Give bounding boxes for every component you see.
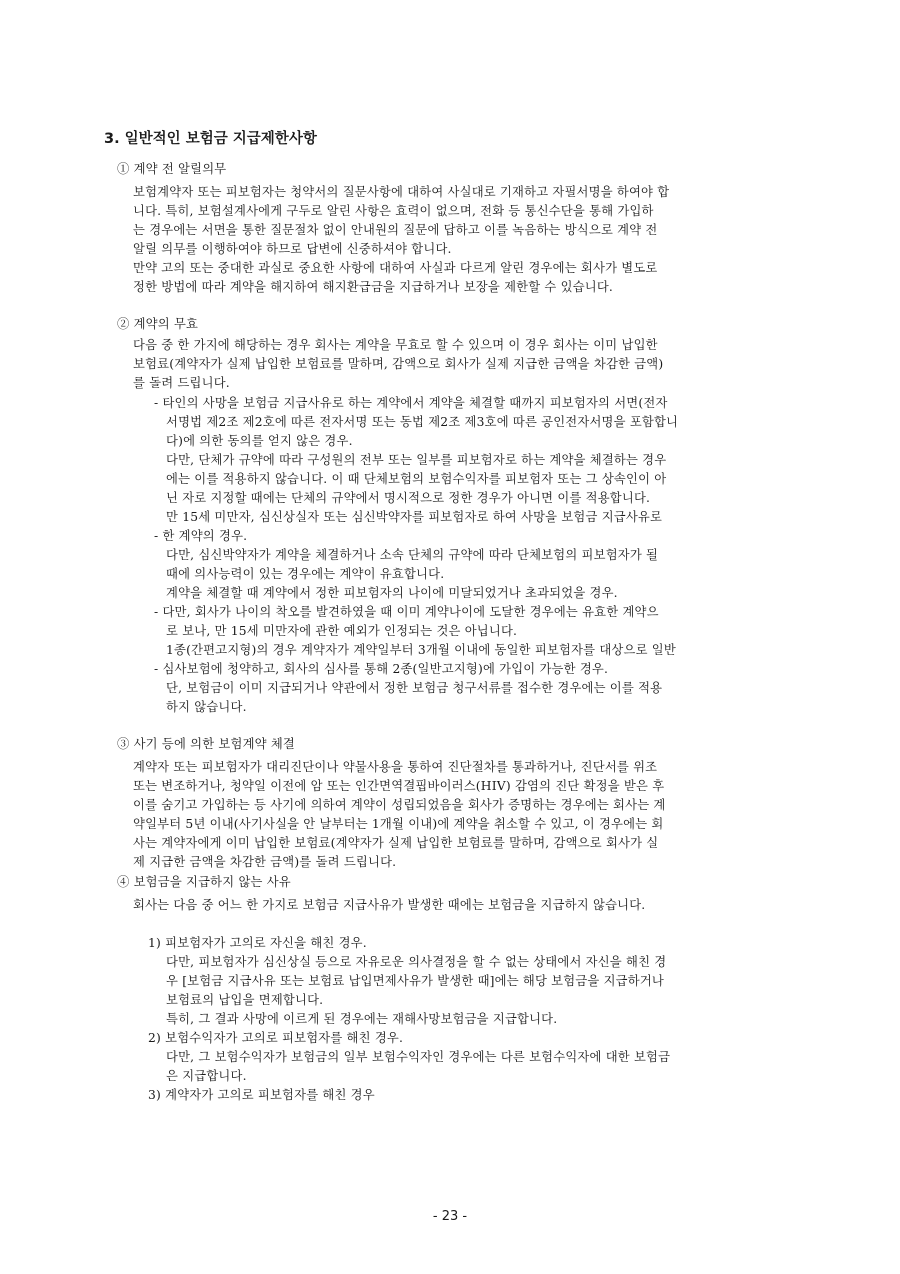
paragraph-line: 니다. 특히, 보험설계사에게 구두로 알린 사항은 효력이 없으며, 전화 등 통신수단을 통해 가입하 [133, 204, 654, 218]
page-number: - 23 - [432, 1209, 468, 1224]
subsection-title-invalidity: ② 계약의 무효 [117, 317, 199, 331]
paragraph-line: 회사는 다음 중 어느 한 가지로 보험금 지급사유가 발생한 때에는 보험금을 지급하지 않습니다. [133, 898, 646, 912]
list-item-line: 만 15세 미만자, 심신상실자 또는 심신박약자를 피보험자로 하여 사망을 보험금 지급사유로 [166, 510, 663, 524]
list-item-line: - 다만, 회사가 나이의 착오를 발견하였을 때 이미 계약나이에 도달한 경우에는 유효한 계약으 [154, 605, 659, 619]
list-item-line: 우 [보험금 지급사유 또는 보험료 납입면제사유가 발생한 때]에는 해당 보험금을 지급하거나 [166, 974, 664, 988]
list-item-line: 서명법 제2조 제2호에 따른 전자서명 또는 동법 제2조 제3호에 따른 공인전자서명을 포함합니 [166, 415, 679, 429]
list-item-line: - 심사보험에 청약하고, 회사의 심사를 통해 2종(일반고지형)에 가입이 가능한 경우. [154, 662, 609, 676]
list-item-line: 다만, 그 보험수익자가 보험금의 일부 보험수익자인 경우에는 다른 보험수익자에 대한 보험금 [166, 1050, 671, 1064]
paragraph-line: 이를 숨기고 가입하는 등 사기에 의하여 계약이 성립되었음을 회사가 증명하는 경우에는 회사는 계 [133, 798, 666, 812]
list-item-line: 2) 보험수익자가 고의로 피보험자를 해친 경우. [148, 1031, 404, 1045]
list-item-line: 특히, 그 결과 사망에 이르게 된 경우에는 재해사망보험금을 지급합니다. [166, 1012, 558, 1026]
list-item-line: 계약을 체결할 때 계약에서 정한 피보험자의 나이에 미달되었거나 초과되었을 경우. [166, 586, 618, 600]
paragraph-line: 사는 계약자에게 이미 납입한 보험료(계약자가 실제 납입한 보험료를 말하며, 감액으로 회사가 실 [133, 836, 659, 850]
list-item-line: 3) 계약자가 고의로 피보험자를 해친 경우 [148, 1088, 375, 1102]
paragraph-line: 또는 변조하거나, 청약일 이전에 암 또는 인간면역결핍바이러스(HIV) 감염의 진단 확정을 받은 후 [133, 779, 665, 793]
subsection-title-fraud: ③ 사기 등에 의한 보험계약 체결 [117, 737, 295, 751]
paragraph-line: 알릴 의무를 이행하여야 하므로 답변에 신중하셔야 합니다. [133, 242, 452, 256]
paragraph-line: 다음 중 한 가지에 해당하는 경우 회사는 계약을 무효로 할 수 있으며 이 경우 회사는 이미 납입한 [133, 338, 658, 352]
paragraph-line: 정한 방법에 따라 계약을 해지하여 해지환급금을 지급하거나 보장을 제한할 수 있습니다. [133, 280, 614, 294]
list-item-line: - 타인의 사망을 보험금 지급사유로 하는 계약에서 계약을 체결할 때까지 피보험자의 서면(전자 [154, 396, 668, 410]
paragraph-line: 보험료(계약자가 실제 납입한 보험료를 말하며, 감액으로 회사가 실제 지급한 금액을 차감한 금액) [133, 357, 664, 371]
section-heading: 3. 일반적인 보험금 지급제한사항 [104, 131, 317, 147]
paragraph-line: 계약자 또는 피보험자가 대리진단이나 약물사용을 통하여 진단절차를 통과하거나, 진단서를 위조 [133, 760, 658, 774]
list-item-line: 단, 보험금이 이미 지급되거나 약관에서 정한 보험금 청구서류를 접수한 경우에는 이를 적용 [166, 681, 663, 695]
paragraph-line: 보험계약자 또는 피보험자는 청약서의 질문사항에 대하여 사실대로 기재하고 자필서명을 하여야 합 [133, 185, 670, 199]
list-item-line: 에는 이를 적용하지 않습니다. 이 때 단체보험의 보험수익자를 피보험자 또는 그 상속인이 아 [166, 472, 667, 486]
paragraph-line: 를 돌려 드립니다. [133, 376, 230, 390]
paragraph-line: 는 경우에는 서면을 통한 질문절차 없이 안내원의 질문에 답하고 이를 녹음하는 방식으로 계약 전 [133, 223, 658, 237]
list-item-line: - 한 계약의 경우. [154, 529, 248, 543]
list-item-line: 로 보나, 만 15세 미만자에 관한 예외가 인정되는 것은 아닙니다. [166, 624, 518, 638]
list-item-line: 1종(간편고지형)의 경우 계약자가 계약일부터 3개월 이내에 동일한 피보험자를 대상으로 일반 [166, 643, 676, 657]
list-item-line: 다만, 단체가 규약에 따라 구성원의 전부 또는 일부를 피보험자로 하는 계약을 체결하는 경우 [166, 453, 667, 467]
list-item-line: 하지 않습니다. [166, 700, 247, 714]
list-item-line: 다만, 심신박약자가 계약을 체결하거나 소속 단체의 규약에 따라 단체보험의 피보험자가 될 [166, 548, 659, 562]
list-item-line: 때에 의사능력이 있는 경우에는 계약이 유효합니다. [166, 567, 445, 581]
list-item-line: 보험료의 납입을 면제합니다. [166, 993, 324, 1007]
paragraph-line: 만약 고의 또는 중대한 과실로 중요한 사항에 대하여 사실과 다르게 알린 경우에는 회사가 별도로 [133, 261, 658, 275]
list-item-line: 다만, 피보험자가 심신상실 등으로 자유로운 의사결정을 할 수 없는 상태에서 자신을 해친 경 [166, 955, 667, 969]
subsection-title-disclosure: ① 계약 전 알릴의무 [117, 162, 227, 176]
paragraph-line: 제 지급한 금액을 차감한 금액)를 돌려 드립니다. [133, 855, 397, 869]
list-item-line: 다)에 의한 동의를 얻지 않은 경우. [166, 434, 353, 448]
list-item-line: 1) 피보험자가 고의로 자신을 해친 경우. [148, 936, 367, 950]
list-item-line: 은 지급합니다. [166, 1069, 247, 1083]
subsection-title-exclusions: ④ 보험금을 지급하지 않는 사유 [117, 875, 291, 889]
paragraph-line: 약일부터 5년 이내(사기사실을 안 날부터는 1개월 이내)에 계약을 취소할 수 있고, 이 경우에는 회 [133, 817, 664, 831]
list-item-line: 닌 자로 지정할 때에는 단체의 규약에서 명시적으로 정한 경우가 아니면 이를 적용합니다. [166, 491, 651, 505]
